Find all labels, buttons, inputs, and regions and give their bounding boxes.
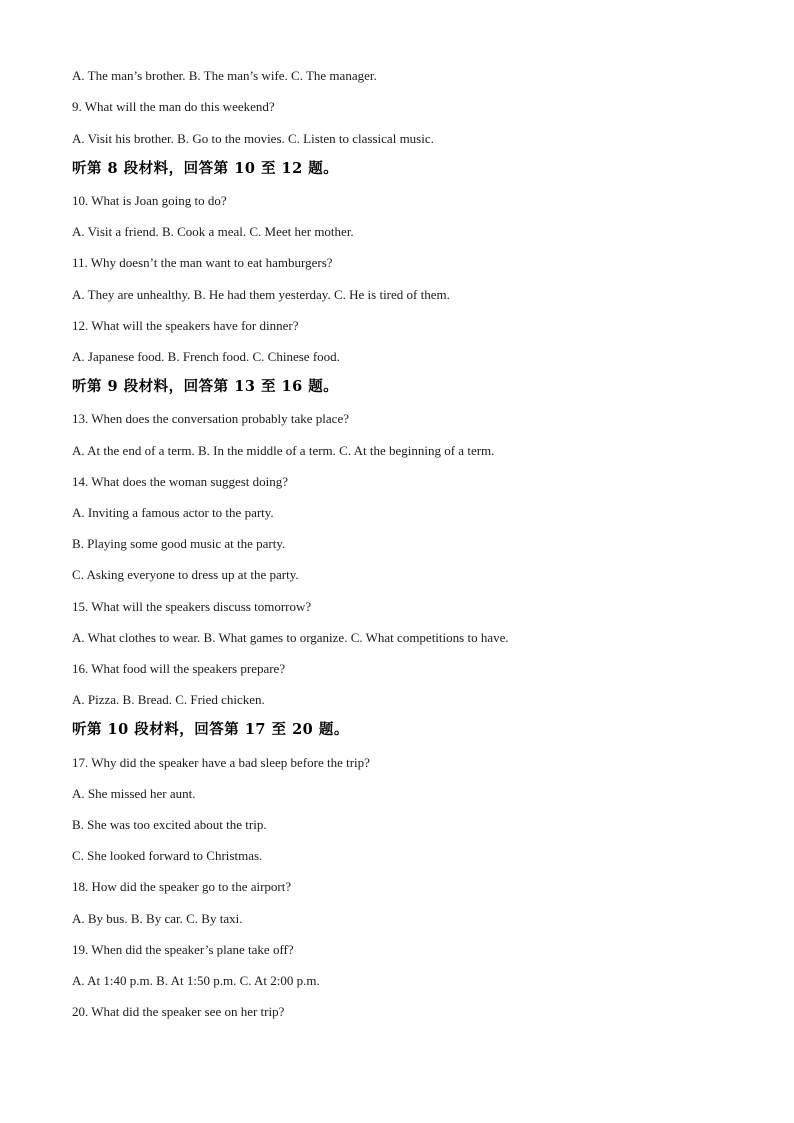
- answer-options-q10: A. Visit a friend. B. Cook a meal. C. Meet her mother.: [72, 224, 354, 239]
- answer-option-14b: B. Playing some good music at the party.: [72, 536, 286, 551]
- answer-options-q19: A. At 1:40 p.m. B. At 1:50 p.m. C. At 2:00 p.m.: [72, 973, 320, 988]
- section-heading-9: 听第 9 段材料，回答第 13 至 16 题。: [72, 378, 339, 395]
- answer-options-q15: A. What clothes to wear. B. What games to organize. C. What competitions to have.: [72, 630, 509, 645]
- answer-option-14c: C. Asking everyone to dress up at the party.: [72, 567, 299, 582]
- question-16: 16. What food will the speakers prepare?: [72, 661, 286, 676]
- answer-option-14a: A. Inviting a famous actor to the party.: [72, 505, 274, 520]
- question-10: 10. What is Joan going to do?: [72, 193, 227, 208]
- question-20: 20. What did the speaker see on her trip?: [72, 1004, 285, 1019]
- question-11: 11. Why doesn’t the man want to eat hamburgers?: [72, 255, 333, 270]
- question-18: 18. How did the speaker go to the airport?: [72, 879, 292, 894]
- question-13: 13. When does the conversation probably take place?: [72, 411, 349, 426]
- question-12: 12. What will the speakers have for dinner?: [72, 318, 299, 333]
- section-heading-10: 听第 10 段材料，回答第 17 至 20 题。: [72, 721, 349, 738]
- answer-option-17b: B. She was too excited about the trip.: [72, 817, 267, 832]
- answer-option-17c: C. She looked forward to Christmas.: [72, 848, 263, 863]
- question-9: 9. What will the man do this weekend?: [72, 99, 275, 114]
- answer-options-q16: A. Pizza. B. Bread. C. Fried chicken.: [72, 692, 265, 707]
- answer-option-17a: A. She missed her aunt.: [72, 786, 196, 801]
- section-heading-8: 听第 8 段材料，回答第 10 至 12 题。: [72, 160, 339, 177]
- answer-options-q18: A. By bus. B. By car. C. By taxi.: [72, 911, 243, 926]
- answer-options-q11: A. They are unhealthy. B. He had them yesterday. C. He is tired of them.: [72, 287, 450, 302]
- question-19: 19. When did the speaker’s plane take off?: [72, 942, 294, 957]
- answer-options-q9: A. Visit his brother. B. Go to the movies. C. Listen to classical music.: [72, 131, 434, 146]
- answer-options-q8: A. The man’s brother. B. The man’s wife. C. The manager.: [72, 68, 377, 83]
- question-15: 15. What will the speakers discuss tomorrow?: [72, 599, 312, 614]
- question-17: 17. Why did the speaker have a bad sleep before the trip?: [72, 755, 370, 770]
- question-14: 14. What does the woman suggest doing?: [72, 474, 289, 489]
- answer-options-q12: A. Japanese food. B. French food. C. Chinese food.: [72, 349, 340, 364]
- answer-options-q13: A. At the end of a term. B. In the middle of a term. C. At the beginning of a term.: [72, 443, 495, 458]
